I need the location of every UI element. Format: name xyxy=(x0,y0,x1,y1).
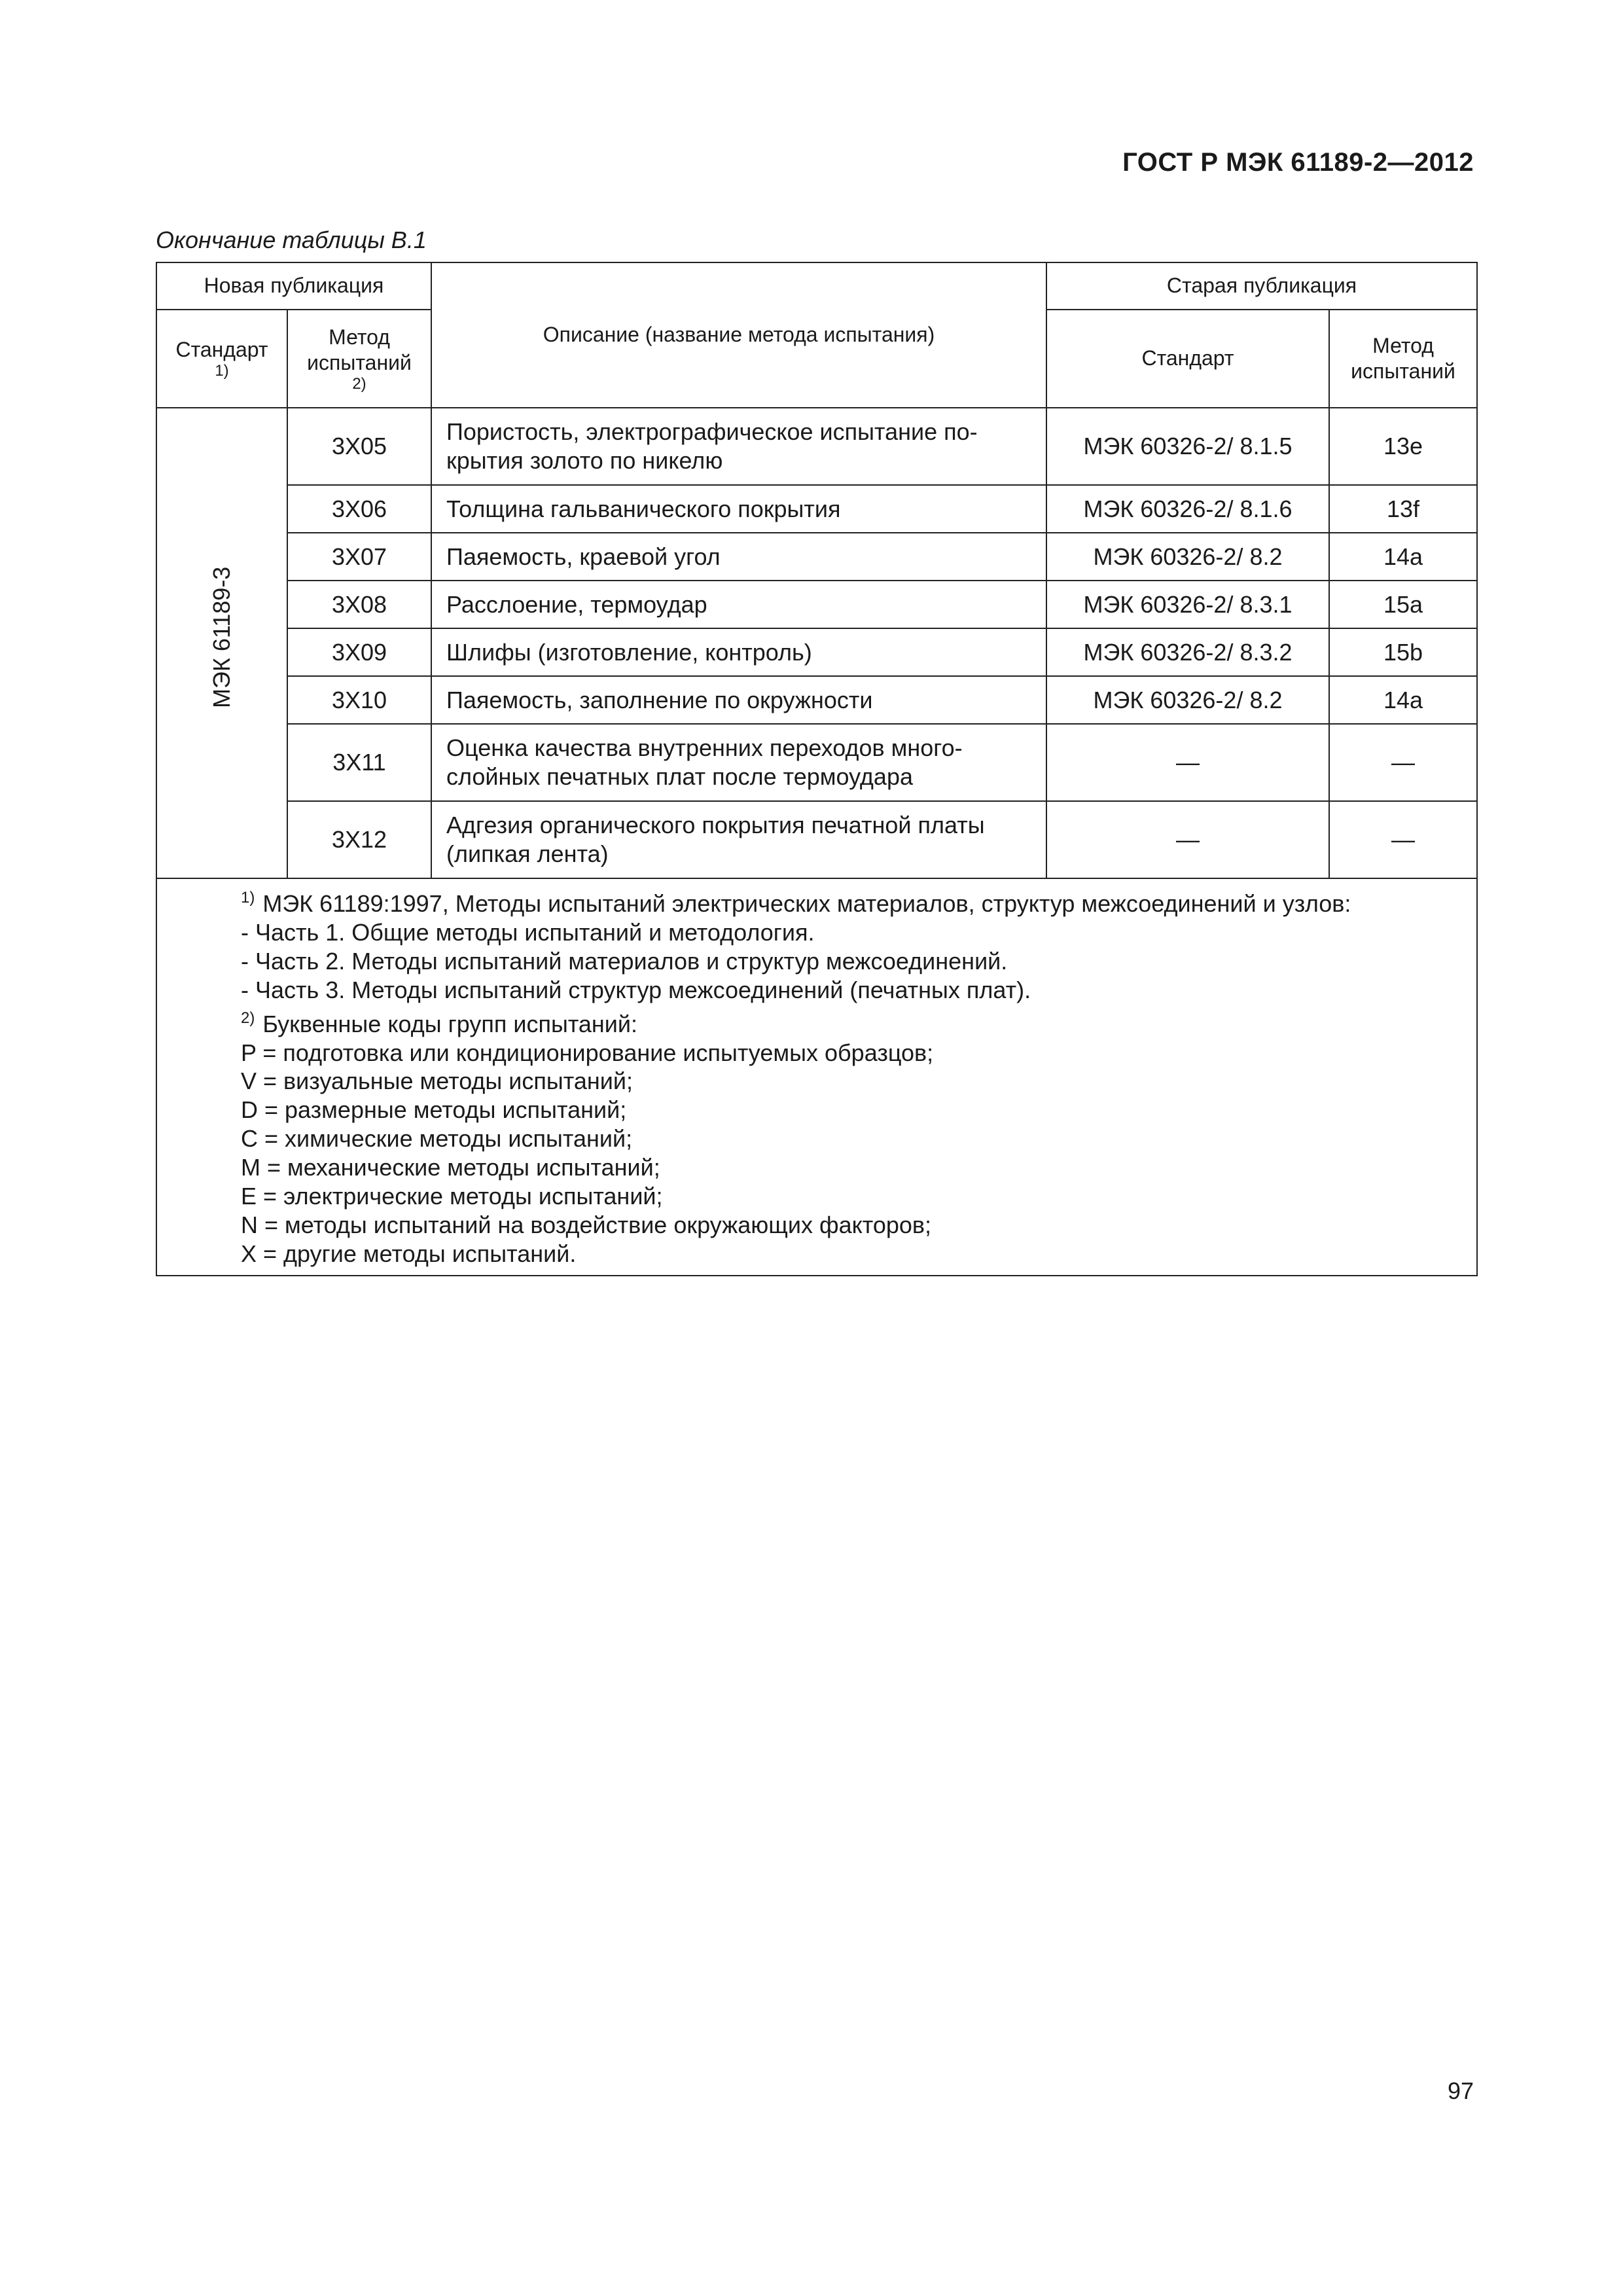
group-label-cell xyxy=(156,408,287,878)
method-description: Расслоение, термоудар xyxy=(431,581,1046,628)
table-row xyxy=(156,581,1477,628)
method-code: 3X06 xyxy=(287,485,431,533)
method-description: Шлифы (изготовление, контроль) xyxy=(431,628,1046,676)
note-1-part: - Часть 1. Общие методы испытаний и методология. xyxy=(241,918,815,946)
note-2-code: D = размерные методы испытаний; xyxy=(241,1096,627,1124)
method-code: 3X05 xyxy=(287,408,431,485)
method-code: 3X08 xyxy=(287,581,431,628)
method-description: Адгезия органического покрытия печатной платы (липкая лента) xyxy=(431,801,1046,878)
table-row xyxy=(156,801,1477,878)
note-2-code: N = методы испытаний на воздействие окружающих факторов; xyxy=(241,1211,932,1238)
method-description: Оценка качества внутренних переходов много-слойных печатных плат после термоудара xyxy=(431,724,1046,801)
method-description: Паяемость, краевой угол xyxy=(431,533,1046,581)
old-standard: МЭК 60326-2/ 8.1.5 xyxy=(1046,408,1329,485)
old-method: 13f xyxy=(1329,485,1477,533)
header-new-publication: Новая публикация xyxy=(156,262,431,310)
old-standard: МЭК 60326-2/ 8.2 xyxy=(1046,533,1329,581)
note-1-part: - Часть 3. Методы испытаний структур межсоединений (печатных плат). xyxy=(241,976,1031,1003)
note-2 xyxy=(241,1009,1457,1039)
table-caption: Окончание таблицы В.1 xyxy=(156,226,427,253)
header-standard-note: 1) xyxy=(215,362,229,380)
header-old-publication: Старая публикация xyxy=(1046,262,1477,310)
table-row xyxy=(156,676,1477,724)
old-method: 15b xyxy=(1329,628,1477,676)
methods-table xyxy=(156,262,1478,1276)
table-row xyxy=(156,724,1477,801)
note-2-code: C = химические методы испытаний; xyxy=(241,1125,633,1153)
table-row xyxy=(156,485,1477,533)
method-code: 3X09 xyxy=(287,628,431,676)
old-standard: — xyxy=(1046,724,1329,801)
note-2-code: M = механические методы испытаний; xyxy=(241,1154,660,1181)
method-code: 3X07 xyxy=(287,533,431,581)
header-method xyxy=(287,310,431,408)
note-2-code: E = электрические методы испытаний; xyxy=(241,1183,663,1210)
table-header-row-1 xyxy=(156,262,1477,310)
method-code: 3X12 xyxy=(287,801,431,878)
method-description: Толщина гальванического покрытия xyxy=(431,485,1046,533)
note-1-part: - Часть 2. Методы испытаний материалов и структур межсоединений. xyxy=(241,947,1008,975)
note-2-code: P = подготовка или кондиционирование испытуемых образцов; xyxy=(241,1039,934,1066)
notes-row xyxy=(156,878,1477,1276)
header-old-method: Метод испытаний xyxy=(1329,310,1477,408)
old-standard: МЭК 60326-2/ 8.1.6 xyxy=(1046,485,1329,533)
note-1 xyxy=(241,888,1457,918)
old-standard: МЭК 60326-2/ 8.3.1 xyxy=(1046,581,1329,628)
old-method: — xyxy=(1329,724,1477,801)
note-1-text: МЭК 61189:1997, Методы испытаний электрических материалов, структур межсоединений и узлов: xyxy=(262,890,1351,917)
old-method: 15a xyxy=(1329,581,1477,628)
old-method: — xyxy=(1329,801,1477,878)
header-description: Описание (название метода испытания) xyxy=(431,262,1046,408)
table-row xyxy=(156,628,1477,676)
note-1-marker: 1) xyxy=(241,889,255,906)
table-notes xyxy=(156,878,1477,1276)
old-method: 13e xyxy=(1329,408,1477,485)
table-row xyxy=(156,533,1477,581)
header-method-note: 2) xyxy=(352,374,366,393)
note-2-text: Буквенные коды групп испытаний: xyxy=(262,1010,638,1037)
document-code: ГОСТ Р МЭК 61189-2—2012 xyxy=(1122,148,1474,177)
method-code: 3X10 xyxy=(287,676,431,724)
note-2-code: V = визуальные методы испытаний; xyxy=(241,1067,633,1095)
old-standard: МЭК 60326-2/ 8.3.2 xyxy=(1046,628,1329,676)
method-description: Пористость, электрографическое испытание по-крытия золото по никелю xyxy=(431,408,1046,485)
note-2-code: X = другие методы испытаний. xyxy=(241,1240,577,1267)
method-code: 3X11 xyxy=(287,724,431,801)
old-standard: — xyxy=(1046,801,1329,878)
header-standard-label: Стандарт xyxy=(175,338,268,362)
header-old-standard: Стандарт xyxy=(1046,310,1329,408)
group-label: МЭК 61189-3 xyxy=(208,566,236,708)
old-method: 14a xyxy=(1329,533,1477,581)
method-description: Паяемость, заполнение по окружности xyxy=(431,676,1046,724)
header-method-label: Метод испытаний xyxy=(307,325,412,374)
header-standard xyxy=(156,310,287,408)
page-number: 97 xyxy=(1447,2077,1474,2104)
old-standard: МЭК 60326-2/ 8.2 xyxy=(1046,676,1329,724)
note-2-marker: 2) xyxy=(241,1009,255,1027)
table-row xyxy=(156,408,1477,485)
old-method: 14a xyxy=(1329,676,1477,724)
